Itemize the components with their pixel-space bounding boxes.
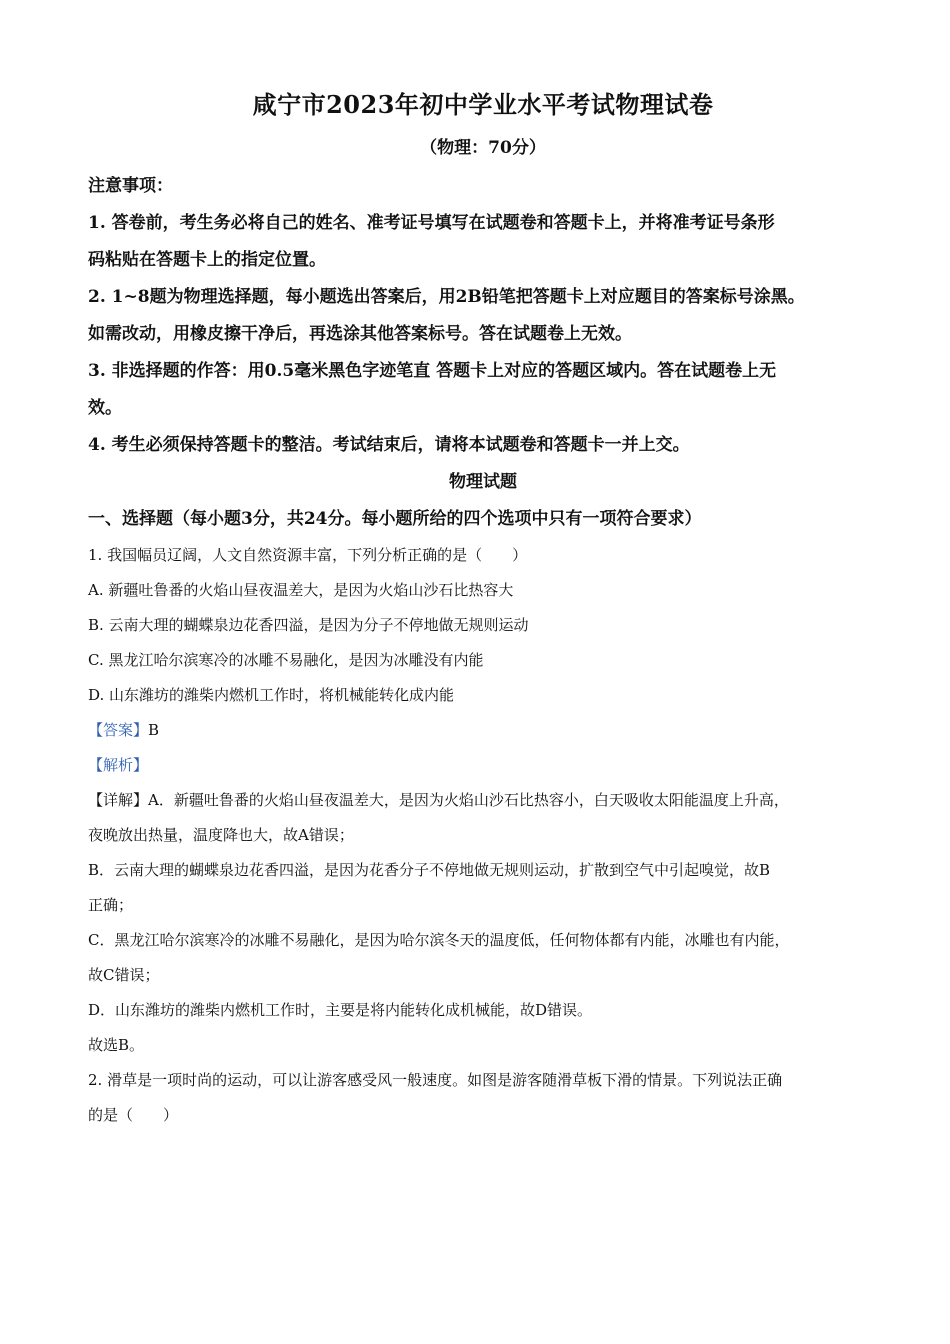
detail-line: 正确；	[88, 896, 134, 914]
analysis-line	[88, 748, 878, 783]
detail-tag: 【详解】	[88, 791, 149, 809]
question-stem: 的是（ ）	[88, 1106, 179, 1124]
notice-item: 如需改动，用橡皮擦干净后，再选涂其他答案标号。答在试题卷上无效。	[88, 324, 632, 344]
question-stem: 1. 我国幅员辽阔，人文自然资源丰富，下列分析正确的是（ ）	[88, 546, 528, 564]
option-c: C. 黑龙江哈尔滨寒冷的冰雕不易融化，是因为冰雕没有内能	[88, 651, 484, 669]
notice-item: 码粘贴在答题卡上的指定位置。	[88, 250, 326, 270]
notice-heading: 注意事项：	[88, 176, 173, 196]
page-title: 咸宁市2023年初中学业水平考试物理试卷	[252, 90, 714, 119]
detail-line	[88, 783, 878, 818]
option-a: A. 新疆吐鲁番的火焰山昼夜温差大，是因为火焰山沙石比热容大	[88, 581, 514, 599]
notice-item: 4. 考生必须保持答题卡的整洁。考试结束后，请将本试题卷和答题卡一并上交。	[88, 435, 690, 455]
detail-line: 故C错误；	[88, 966, 160, 984]
question-1	[88, 538, 878, 1063]
notice-item: 效。	[88, 398, 122, 418]
section-title: 物理试题	[449, 472, 517, 492]
question-stem: 2. 滑草是一项时尚的运动，可以让游客感受风一般速度。如图是游客随滑草板下滑的情景。下列说法正确	[88, 1071, 783, 1089]
detail-line: D．山东潍坊的潍柴内燃机工作时，主要是将内能转化成机械能，故D错误。	[88, 1001, 593, 1019]
option-d: D. 山东潍坊的潍柴内燃机工作时，将机械能转化成内能	[88, 686, 455, 704]
answer-value: B	[148, 721, 160, 739]
detail-line: B．云南大理的蝴蝶泉边花香四溢，是因为花香分子不停地做无规则运动，扩散到空气中引起嗅觉，故B	[88, 861, 771, 879]
notice-item: 2. 1~8题为物理选择题，每小题选出答案后，用2B铅笔把答题卡上对应题目的答案标号涂黑。	[88, 287, 805, 307]
analysis-tag: 【解析】	[88, 756, 149, 774]
page-subtitle: （物理：70分）	[420, 138, 546, 158]
notice-item: 1. 答卷前，考生务必将自己的姓名、准考证号填写在试题卷和答题卡上，并将准考证号条形	[88, 213, 775, 233]
answer-line	[88, 713, 878, 748]
detail-text: A．新疆吐鲁番的火焰山昼夜温差大，是因为火焰山沙石比热容小，白天吸收太阳能温度上升高，	[148, 791, 789, 809]
notice-block	[88, 168, 878, 464]
exam-page	[88, 82, 878, 1133]
question-2	[88, 1063, 878, 1133]
answer-tag: 【答案】	[88, 721, 149, 739]
part-heading: 一、选择题（每小题3分，共24分。每小题所给的四个选项中只有一项符合要求）	[88, 509, 702, 529]
option-b: B. 云南大理的蝴蝶泉边花香四溢，是因为分子不停地做无规则运动	[88, 616, 529, 634]
notice-item: 3. 非选择题的作答：用0.5毫米黑色字迹笔直 答题卡上对应的答题区域内。答在试题卷上无	[88, 361, 777, 381]
detail-line: C．黑龙江哈尔滨寒冷的冰雕不易融化，是因为哈尔滨冬天的温度低，任何物体都有内能，冰雕也有内能，	[88, 931, 790, 949]
detail-line: 夜晚放出热量，温度降也大，故A错误；	[88, 826, 354, 844]
detail-line: 故选B。	[88, 1036, 145, 1054]
